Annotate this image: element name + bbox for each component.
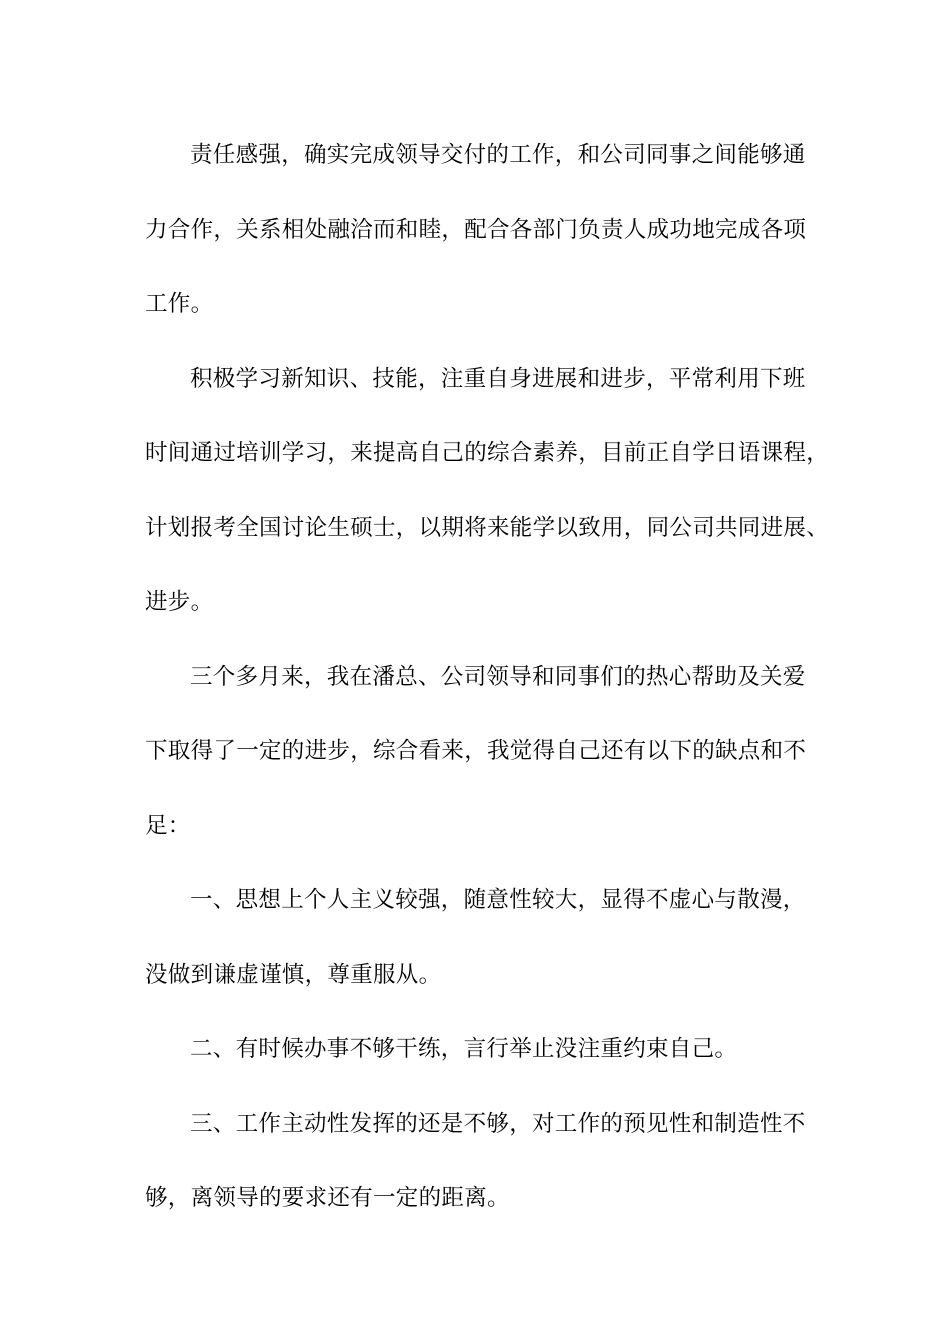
text-line: 责任感强，确实完成领导交付的工作，和公司同事之间能够通 — [190, 142, 806, 168]
text-line: 进步。 — [145, 589, 214, 615]
text-line: 时间通过培训学习，来提高自己的综合素养，目前正自学日语课程， — [145, 440, 830, 466]
text-line: 计划报考全国讨论生硕士，以期将来能学以致用，同公司共同进展、 — [145, 514, 830, 541]
text-line: 没做到谦虚谨慎，尊重服从。 — [145, 961, 442, 988]
document-body — [145, 118, 830, 1236]
text-line: 下取得了一定的进步，综合看来，我觉得自己还有以下的缺点和不 — [145, 738, 807, 764]
paragraph-4 — [145, 863, 805, 1012]
text-line: 二、有时候办事不够干练，言行举止没注重约束自己。 — [190, 1036, 738, 1062]
text-line: 足： — [145, 812, 191, 839]
text-line: 积极学习新知识、技能，注重自身进展和进步，平常利用下班 — [190, 365, 806, 392]
text-line: 工作。 — [145, 291, 214, 317]
paragraph-5 — [145, 1012, 805, 1087]
paragraph-3 — [145, 640, 805, 864]
text-line: 三、工作主动性发挥的还是不够，对工作的预见性和制造性不 — [190, 1110, 806, 1137]
paragraph-1 — [145, 118, 805, 342]
text-line: 够，离领导的要求还有一定的距离。 — [145, 1185, 510, 1211]
paragraph-2 — [145, 342, 830, 640]
text-line: 力合作，关系相处融洽而和睦，配合各部门负责人成功地完成各项 — [145, 216, 807, 243]
text-line: 一、思想上个人主义较强，随意性较大，显得不虚心与散漫， — [190, 887, 806, 913]
text-line: 三个多月来，我在潘总、公司领导和同事们的热心帮助及关爱 — [190, 663, 806, 690]
paragraph-6 — [145, 1087, 805, 1236]
